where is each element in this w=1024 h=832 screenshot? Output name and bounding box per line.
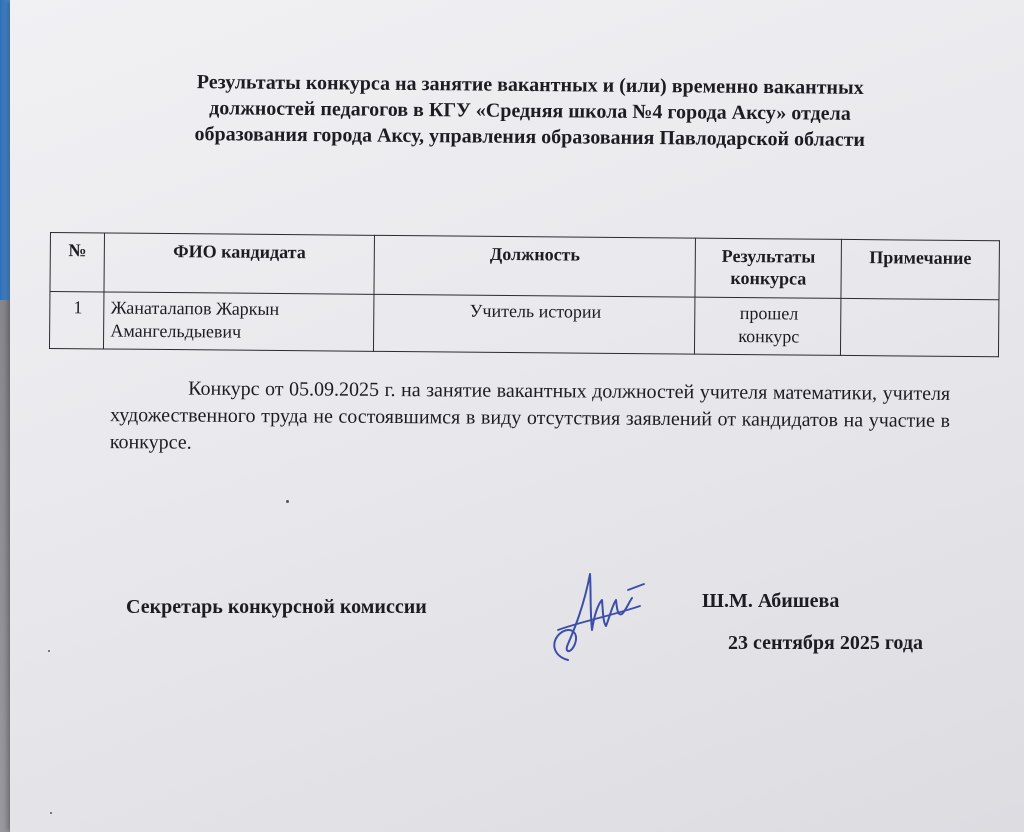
- header-result: [695, 238, 841, 298]
- secretary-name: Ш.М. Абишева: [702, 590, 840, 612]
- cell-result-line-1: прошел: [739, 303, 799, 324]
- table-header-row: [50, 233, 999, 300]
- paper-speck: [50, 812, 52, 814]
- handwritten-signature: [540, 560, 660, 670]
- paper-speck: [48, 650, 50, 652]
- header-position: Должность: [374, 235, 696, 297]
- document-title: [120, 68, 941, 153]
- table-row: [49, 292, 998, 357]
- cell-result-line-2: конкурс: [738, 326, 800, 347]
- cell-no: 1: [49, 292, 104, 349]
- header-name: ФИО кандидата: [104, 233, 374, 294]
- title-line-3: образования города Аксу, управления образования Павлодарской области: [194, 123, 866, 151]
- header-result-line-1: Результаты: [721, 245, 816, 267]
- signing-date: 23 сентября 2025 года: [728, 632, 923, 654]
- notice-paragraph: Конкурс от 05.09.2025 г. на занятие вакантных должностей учителя математики, учителя художественного труда не состоявшимся в виду отсутствия заявлений от кандидатов на участие в конкурсе.: [109, 377, 951, 454]
- cell-result: [695, 297, 841, 355]
- title-line-1: Результаты конкурса на занятие вакантных и (или) временно вакантных: [196, 71, 864, 99]
- header-no: №: [50, 233, 105, 292]
- title-line-2: должностей педагогов в КГУ «Средняя школа №4 города Аксу» отдела: [209, 97, 851, 125]
- cell-position: Учитель истории: [373, 294, 695, 354]
- document-sheet: [10, 0, 1024, 832]
- cell-name-line-2: Амангельдыевич: [110, 320, 242, 342]
- secretary-role: Секретарь конкурсной комиссии: [126, 596, 427, 618]
- cell-note: [841, 298, 999, 356]
- cell-name-line-1: Жанаталапов Жаркын: [110, 297, 280, 320]
- header-note: Примечание: [841, 239, 999, 299]
- cell-name: [104, 292, 374, 351]
- header-result-line-2: конкурса: [730, 267, 807, 289]
- results-table: [49, 232, 1000, 357]
- paper-speck: [286, 500, 289, 503]
